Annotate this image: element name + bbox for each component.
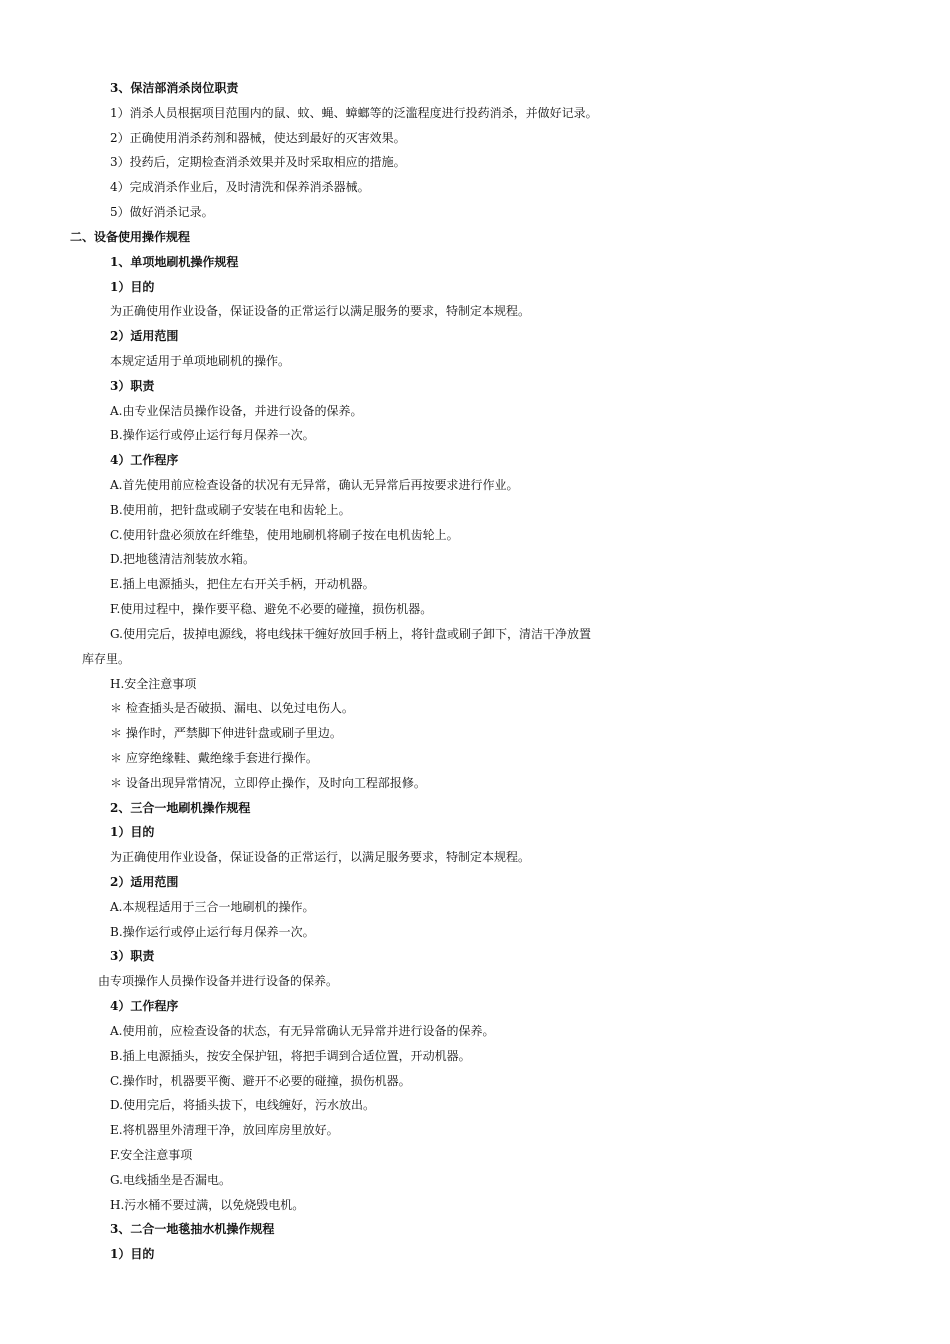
section-heading: 2）适用范围 [110,875,179,889]
text-line: 1）消杀人员根据项目范围内的鼠、蚊、蝇、蟑螂等的泛滥程度进行投药消杀，并做好记录。 [110,105,598,120]
document-page [0,76,950,1267]
section-heading: 1、单项地刷机操作规程 [110,254,239,269]
text-line: ＊ 检查插头是否破损、漏电、以免过电伤人。 [110,701,354,716]
section-heading: 1）目的 [110,825,155,840]
section-heading: 3、保洁部消杀岗位职责 [110,81,239,95]
text-line: 由专项操作人员操作设备并进行设备的保养。 [98,974,339,989]
text-line: E.将机器里外清理干净，放回库房里放好。 [110,1123,339,1138]
section-heading: 1）目的 [110,279,155,294]
text-line: ＊ 设备出现异常情况，立即停止操作，及时向工程部报修。 [110,775,426,790]
text-line: B.操作运行或停止运行每月保养一次。 [110,924,315,939]
section-heading: 2）适用范围 [110,329,179,344]
text-line: 为正确使用作业设备，保证设备的正常运行以满足服务的要求，特制定本规程。 [110,304,531,319]
text-line: 5）做好消杀记录。 [110,205,214,220]
text-line: C.操作时，机器要平衡、避开不必要的碰撞，损伤机器。 [110,1073,411,1088]
text-line: G.电线插坐是否漏电。 [110,1172,231,1187]
text-line: 库存里。 [82,651,131,666]
text-line: 2）正确使用消杀药剂和器械，使达到最好的灭害效果。 [110,130,406,145]
text-line: F.安全注意事项 [110,1147,193,1162]
text-line: 为正确使用作业设备，保证设备的正常运行，以满足服务要求，特制定本规程。 [110,850,531,865]
text-line: B.插上电源插头，按安全保护钮，将把手调到合适位置，开动机器。 [110,1048,471,1063]
section-heading: 1）目的 [110,1247,155,1262]
text-line: C.使用针盘必须放在纤维垫，使用地刷机将刷子按在电机齿轮上。 [110,527,459,542]
text-line: A.本规程适用于三合一地刷机的操作。 [110,899,315,914]
text-line: H.安全注意事项 [110,676,197,691]
text-line: ＊ 操作时，严禁脚下伸进针盘或刷子里边。 [110,726,342,741]
text-line: 4）完成消杀作业后，及时清洗和保养消杀器械。 [110,180,370,195]
text-line: E.插上电源插头，把住左右开关手柄，开动机器。 [110,577,375,592]
text-line: G.使用完后，拔掉电源线，将电线抹干缠好放回手柄上，将针盘或刷子卸下，清洁干净放置 [110,626,591,641]
text-line: F.使用过程中，操作要平稳、避免不必要的碰撞，损伤机器。 [110,602,433,617]
section-heading: 2、三合一地刷机操作规程 [110,800,251,815]
text-line: H.污水桶不要过满，以免烧毁电机。 [110,1197,305,1212]
text-line: B.使用前，把针盘或刷子安装在电和齿轮上。 [110,502,351,517]
text-line: A.使用前，应检查设备的状态，有无异常确认无异常并进行设备的保养。 [110,1023,495,1038]
text-line: A.由专业保洁员操作设备，并进行设备的保养。 [110,403,363,418]
text-line: 3）投药后，定期检查消杀效果并及时采取相应的措施。 [110,155,406,170]
text-line: B.操作运行或停止运行每月保养一次。 [110,428,315,443]
text-line: D.把地毯清洁剂装放水箱。 [110,552,256,567]
text-line: 本规定适用于单项地刷机的操作。 [110,353,291,368]
text-line: D.使用完后，将插头拔下，电线缠好，污水放出。 [110,1098,376,1113]
section-heading: 4）工作程序 [110,453,179,468]
text-line: ＊ 应穿绝缘鞋、戴绝缘手套进行操作。 [110,750,318,765]
section-heading: 3、二合一地毯抽水机操作规程 [110,1222,275,1237]
section-heading: 4）工作程序 [110,999,179,1014]
section-heading: 3）职责 [110,949,155,964]
section-heading: 3）职责 [110,378,155,393]
section-heading: 二、设备使用操作规程 [70,229,191,244]
text-line: A.首先使用前应检查设备的状况有无异常，确认无异常后再按要求进行作业。 [110,478,519,492]
